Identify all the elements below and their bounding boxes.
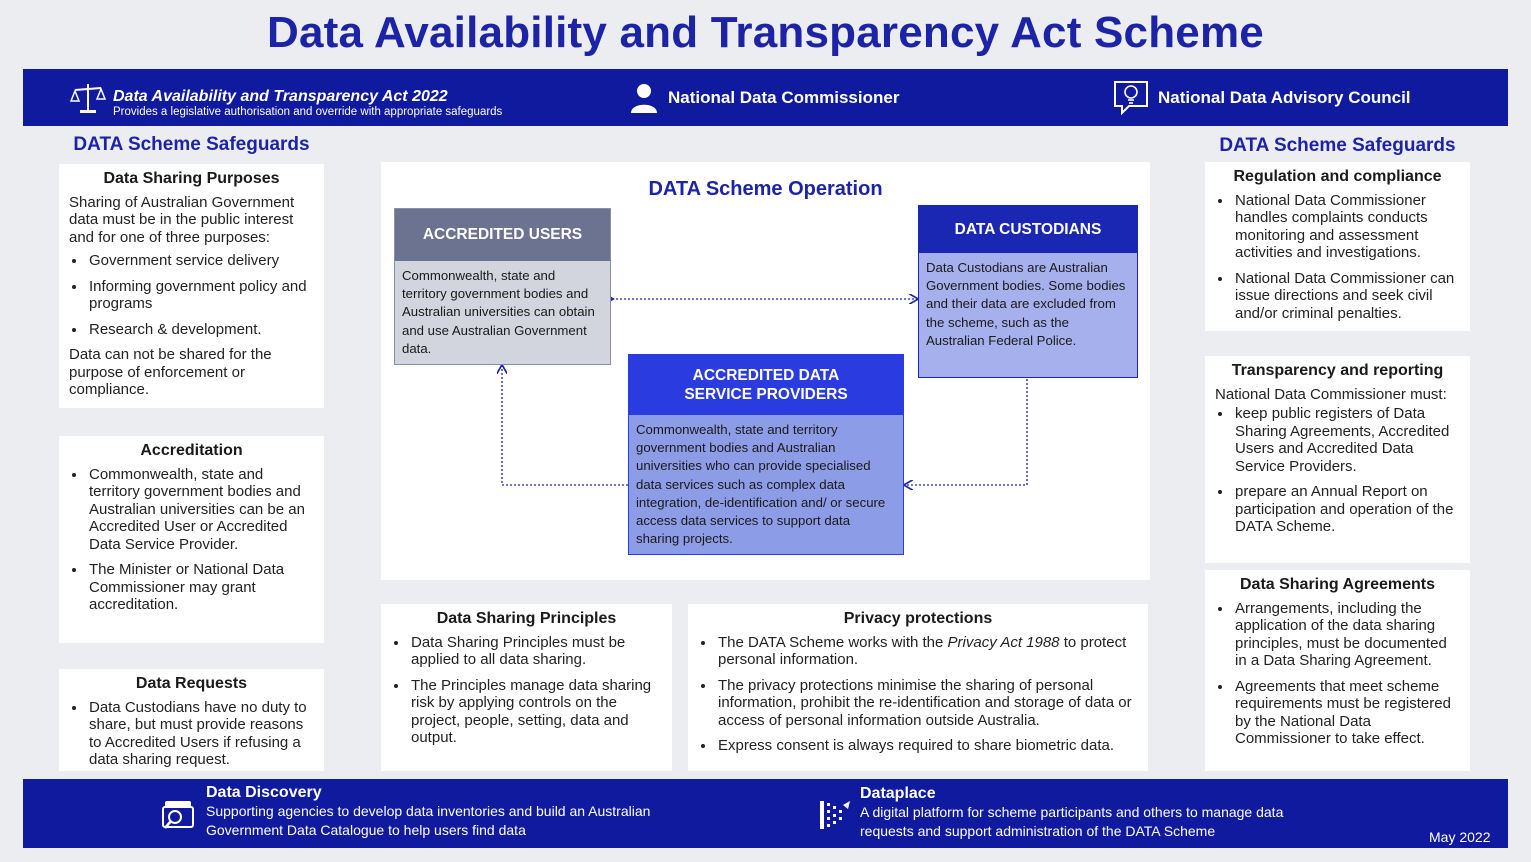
list-item: • Government service delivery <box>87 252 314 270</box>
footer-band <box>23 779 1508 848</box>
data-discovery-title: Data Discovery <box>206 784 322 801</box>
publication-date: May 2022 <box>1429 829 1491 845</box>
purposes-title: Data Sharing Purposes <box>103 170 280 187</box>
transparency-panel <box>1205 356 1470 563</box>
service-providers-body: Commonwealth, state and territory government bodies and Australian universities who can provide specialised data services such as complex data integration, de-identification and/ or secure access data services to support data sharing projects. <box>629 415 903 554</box>
right-safeguards-heading: DATA Scheme Safeguards <box>1219 135 1456 156</box>
agreements-list <box>1215 600 1460 748</box>
accredited-users-body: Commonwealth, state and territory government bodies and Australian universities can obtain and use Australian Government data. <box>395 261 610 364</box>
data-custodians-header: DATA CUSTODIANS <box>919 206 1137 253</box>
commissioner-label: National Data Commissioner <box>668 87 900 107</box>
transparency-title: Transparency and reporting <box>1231 362 1444 379</box>
list-item: • The Principles manage data sharing risk by applying controls on the project, people, setting, data and output. <box>409 677 662 747</box>
service-providers-header: ACCREDITED DATA SERVICE PROVIDERS <box>629 355 903 415</box>
list-item: • prepare an Annual Report on participation and operation of the DATA Scheme. <box>1233 483 1460 536</box>
privacy-item1-pre: The DATA Scheme works with the <box>718 633 948 651</box>
list-item: • Data Custodians have no duty to share, but must provide reasons to Accredited Users if refusing a data sharing request. <box>87 699 314 769</box>
list-item: • The privacy protections minimise the sharing of personal information, prohibit the re-identification and storage of data or access of personal information outside Australia. <box>716 677 1138 730</box>
regulation-list <box>1215 192 1460 323</box>
list-item: • Commonwealth, state and territory government bodies and Australian universities can be an Accredited User or Accredited Data Service Provider. <box>87 466 314 554</box>
act-subtitle: Provides a legislative authorisation and override with appropriate safeguards <box>113 106 503 118</box>
data-custodians-box <box>918 205 1138 378</box>
purposes-intro: Sharing of Australian Government data must be in the public interest and for one of three purposes: <box>69 193 295 246</box>
act-title: Data Availability and Transparency Act 2022 <box>113 88 448 105</box>
dataplace-text: A digital platform for scheme participants and others to manage data requests and support administration of the DATA Scheme <box>860 804 1284 839</box>
dataplace-title: Dataplace <box>860 785 936 802</box>
regulation-title: Regulation and compliance <box>1233 168 1442 185</box>
data-discovery-text: Supporting agencies to develop data inventories and build an Australian Government Data Catalogue to help users find data <box>206 803 651 838</box>
privacy-item1-post: to protect personal information. <box>718 633 1127 668</box>
operation-title: DATA Scheme Operation <box>648 178 883 200</box>
list-item: • Informing government policy and programs <box>87 278 314 313</box>
data-custodians-body: Data Custodians are Australian Government bodies. Some bodies and their data are excluded from the scheme, such as the Australian Federal Police. <box>919 253 1137 377</box>
privacy-panel <box>688 604 1148 771</box>
transparency-intro: National Data Commissioner must: <box>1215 385 1447 403</box>
privacy-act-name: Privacy Act 1988 <box>947 633 1060 651</box>
agreements-panel <box>1205 570 1470 771</box>
dataplace-section <box>860 785 1340 841</box>
privacy-title: Privacy protections <box>843 610 993 627</box>
list-item: • The Minister or National Data Commissioner may grant accreditation. <box>87 561 314 614</box>
principles-list <box>391 634 662 747</box>
list-item: • keep public registers of Data Sharing Agreements, Accredited Users and Accredited Data Service Providers. <box>1233 405 1460 475</box>
service-providers-box <box>628 354 904 555</box>
accreditation-title: Accreditation <box>140 442 243 459</box>
transparency-list <box>1215 405 1460 536</box>
purposes-outro: Data can not be shared for the purpose of enforcement or compliance. <box>69 346 272 398</box>
principles-title: Data Sharing Principles <box>436 610 617 627</box>
data-discovery-icon <box>161 799 195 831</box>
regulation-panel <box>1205 162 1470 331</box>
list-item <box>716 634 1138 669</box>
page-title: Data Availability and Transparency Act Scheme <box>267 8 1264 57</box>
list-item: • Research & development. <box>87 321 314 339</box>
council-label: National Data Advisory Council <box>1158 87 1411 107</box>
privacy-list <box>698 634 1138 755</box>
custodians-providers-arrow <box>905 379 1027 485</box>
list-item: • Arrangements, including the application of the data sharing principles, must be documented in a Data Sharing Agreement. <box>1233 600 1460 670</box>
list-item: • Agreements that meet scheme requirements must be registered by the National Data Commissioner to take effect. <box>1233 678 1460 748</box>
data-discovery-section <box>206 784 706 840</box>
list-item: • National Data Commissioner handles complaints conducts monitoring and assessment activities and investigations. <box>1233 192 1460 262</box>
providers-users-arrow <box>502 366 628 485</box>
dataplace-icon <box>819 799 851 831</box>
accredited-users-header: ACCREDITED USERS <box>395 209 610 261</box>
list-item: • Data Sharing Principles must be applied to all data sharing. <box>409 634 662 669</box>
list-item: • National Data Commissioner can issue directions and seek civil and/or criminal penalties. <box>1233 270 1460 323</box>
left-safeguards-heading: DATA Scheme Safeguards <box>73 134 310 155</box>
requests-title: Data Requests <box>135 675 248 692</box>
agreements-title: Data Sharing Agreements <box>1239 576 1435 593</box>
list-item: • Express consent is always required to share biometric data. <box>716 737 1138 755</box>
principles-panel <box>381 604 672 771</box>
accredited-users-box <box>394 208 611 365</box>
